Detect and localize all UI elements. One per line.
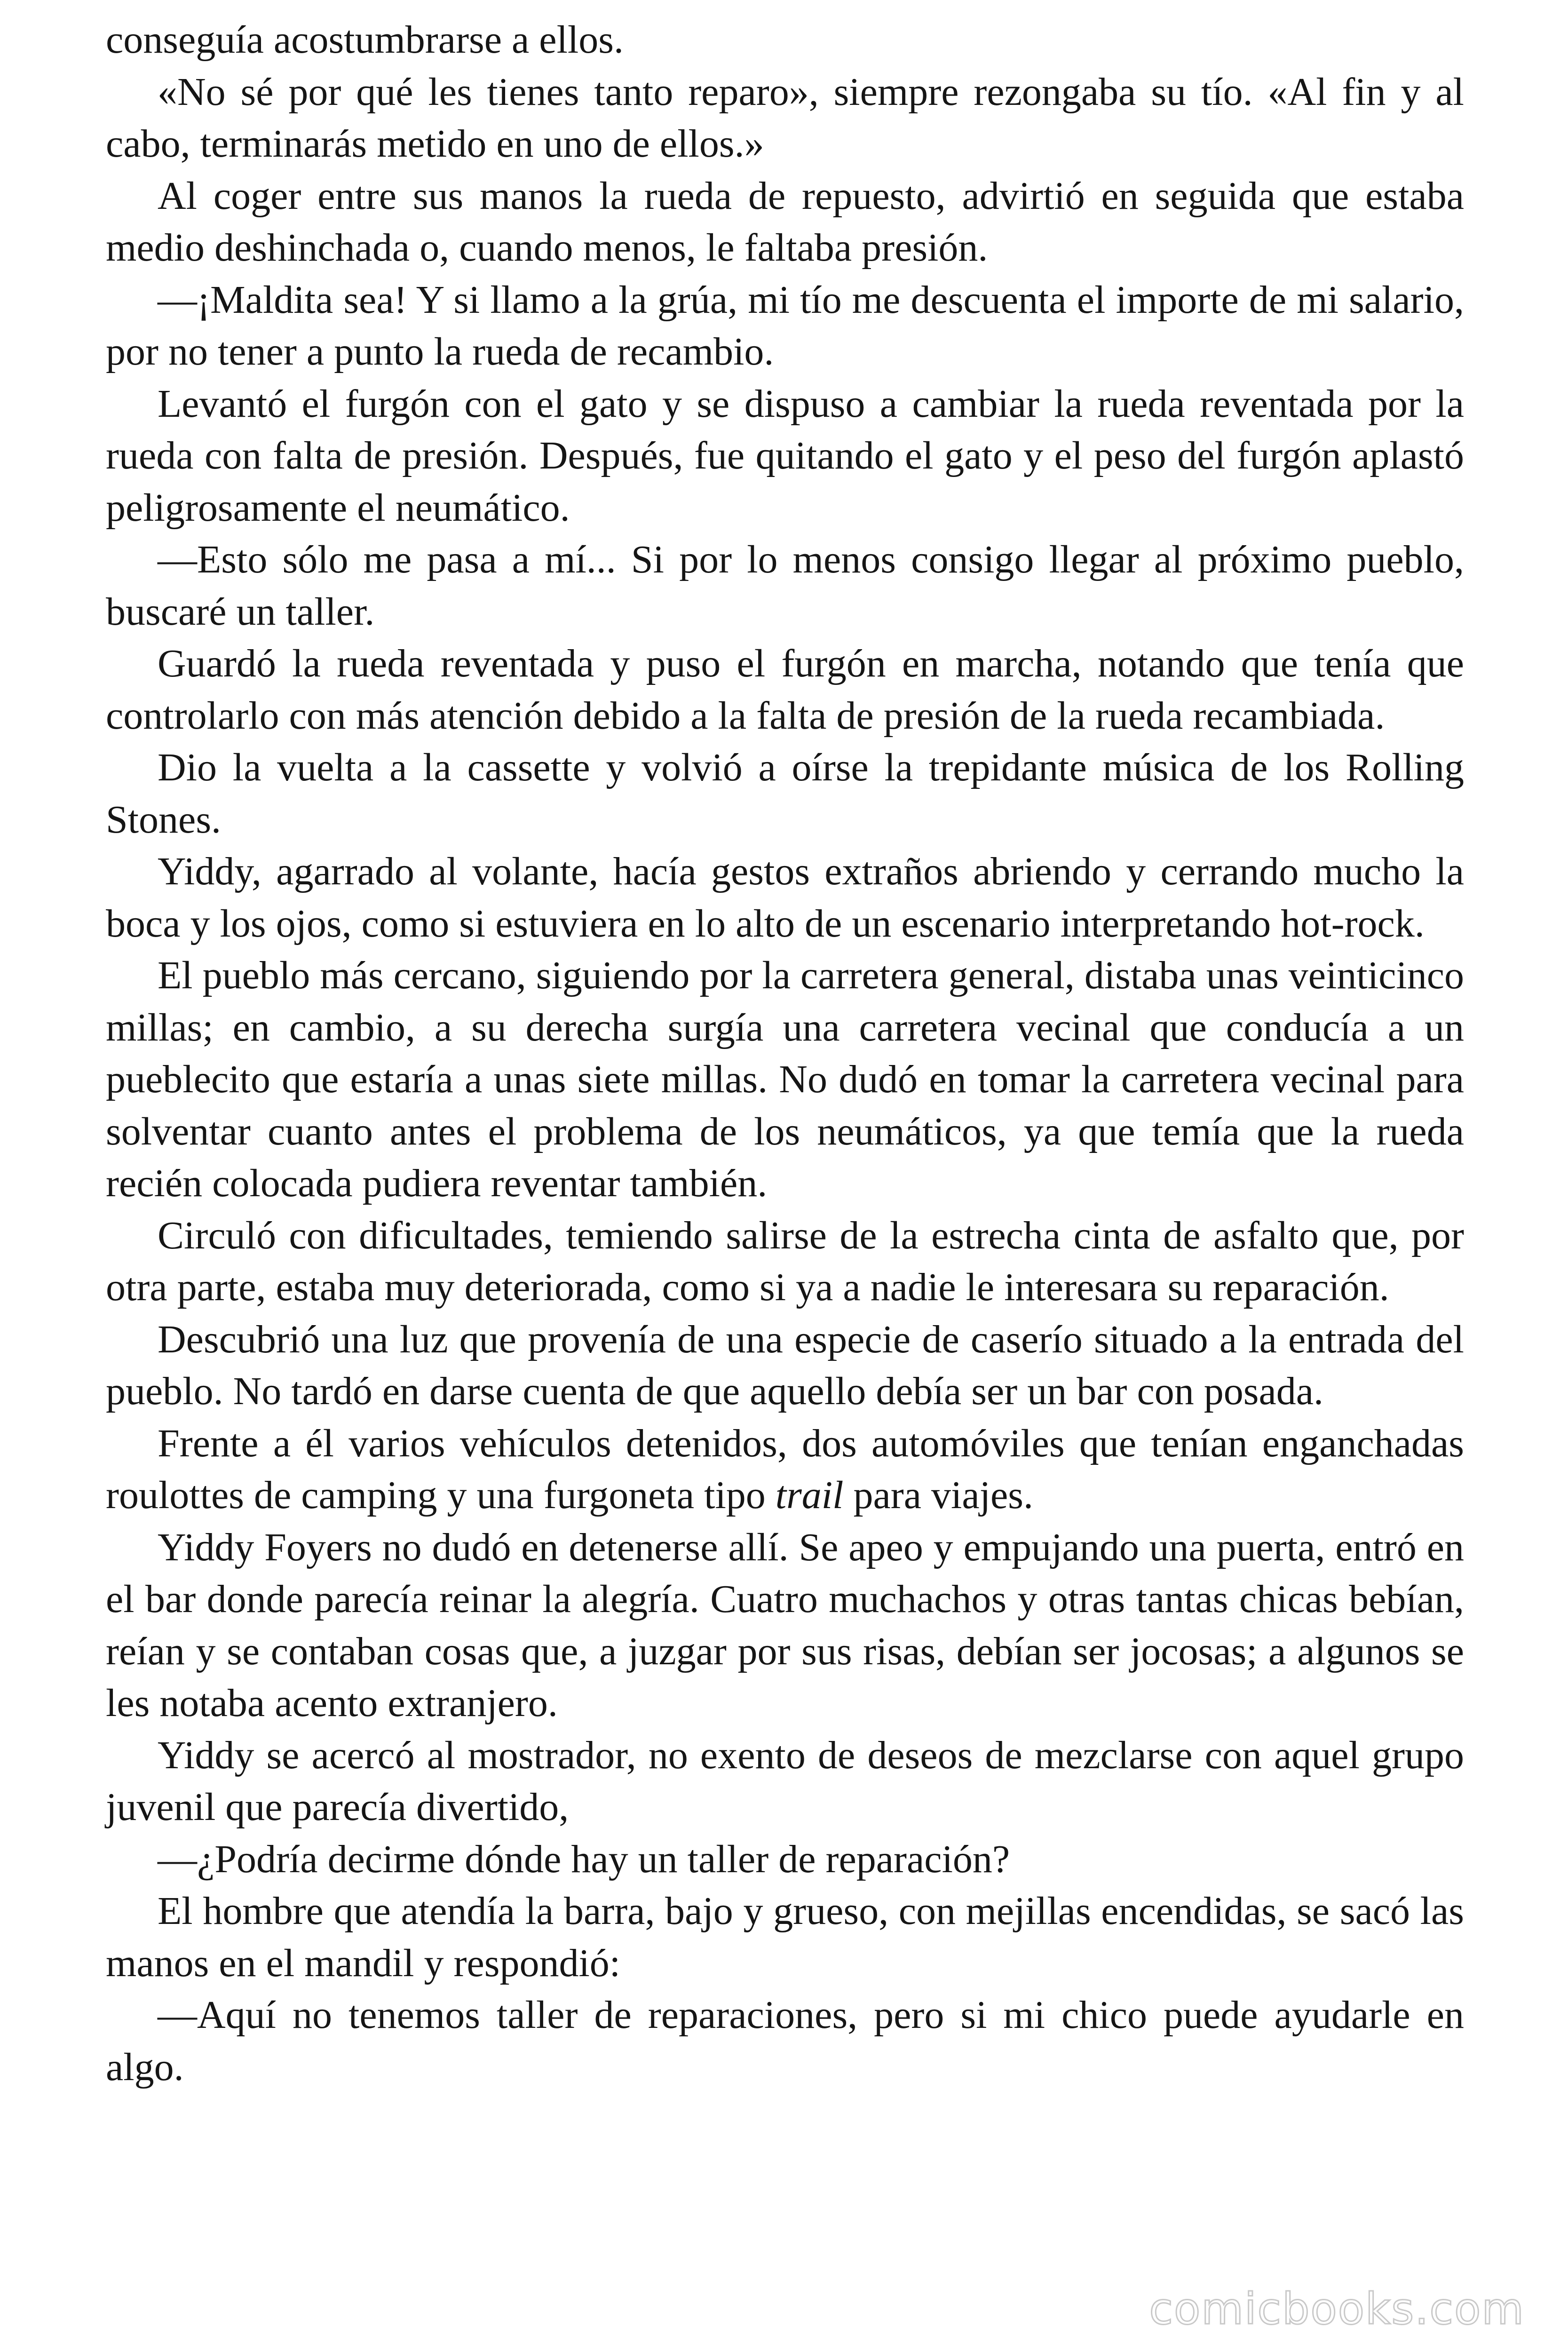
paragraph: Circuló con dificultades, temiendo salirse de la estrecha cinta de asfalto que, por otra parte, estaba muy deteriorada, como si ya a nadie le interesara su reparación.	[106, 1213, 1464, 1309]
paragraph: —¿Podría decirme dónde hay un taller de reparación?	[158, 1837, 1010, 1881]
paragraph: —¡Maldita sea! Y si llamo a la grúa, mi tío me descuenta el importe de mi salario, por no tener a punto la rueda de recambio.	[106, 278, 1464, 373]
paragraph: Yiddy se acercó al mostrador, no exento de deseos de mezclarse con aquel grupo juvenil que parecía divertido,	[106, 1733, 1464, 1829]
paragraph	[106, 1418, 1464, 1522]
paragraph-text: para viajes.	[843, 1473, 1033, 1517]
paragraph: —Esto sólo me pasa a mí... Si por lo menos consigo llegar al próximo pueblo, buscaré un taller.	[106, 538, 1464, 634]
paragraph: El pueblo más cercano, siguiendo por la carretera general, distaba unas veinticinco millas; en cambio, a su derecha surgía una carretera vecinal que conducía a un pueblecito que estaría a unas siete millas. No dudó en tomar la carretera vecinal para solventar cuanto antes el problema de los neumáticos, ya que temía que la rueda recién colocada pudiera reventar también.	[106, 954, 1464, 1205]
emphasized-word: trail	[775, 1473, 844, 1517]
book-page	[106, 14, 1464, 2291]
paragraph: Dio la vuelta a la cassette y volvió a oírse la trepidante música de los Rolling Stones.	[106, 746, 1464, 842]
paragraph: Yiddy Foyers no dudó en detenerse allí. Se apeo y empujando una puerta, entró en el bar donde parecía reinar la alegría. Cuatro muchachos y otras tantas chicas bebían, reían y se contaban cosas que, a juzgar por sus risas, debían ser jocosas; a algunos se les notaba acento extranjero.	[106, 1525, 1464, 1725]
paragraph: conseguía acostumbrarse a ellos.	[106, 18, 624, 62]
paragraph-text: Frente a él varios vehículos detenidos, dos automóviles que tenían enganchadas roulottes de camping y una furgoneta tipo	[106, 1421, 1464, 1517]
paragraph: Levantó el furgón con el gato y se dispuso a cambiar la rueda reventada por la rueda con falta de presión. Después, fue quitando el gato y el peso del furgón aplastó peligrosamente el neumático.	[106, 381, 1464, 530]
paragraph: Descubrió una luz que provenía de una especie de caserío situado a la entrada del pueblo. No tardó en darse cuenta de que aquello debía ser un bar con posada.	[106, 1317, 1464, 1413]
paragraph: Al coger entre sus manos la rueda de repuesto, advirtió en seguida que estaba medio deshinchada o, cuando menos, le faltaba presión.	[106, 174, 1464, 270]
paragraph: El hombre que atendía la barra, bajo y grueso, con mejillas encendidas, se sacó las manos en el mandil y respondió:	[106, 1889, 1464, 1985]
paragraph: «No sé por qué les tienes tanto reparo», siempre rezongaba su tío. «Al fin y al cabo, terminarás metido en uno de ellos.»	[106, 70, 1464, 166]
paragraph: Guardó la rueda reventada y puso el furgón en marcha, notando que tenía que controlarlo con más atención debido a la falta de presión de la rueda recambiada.	[106, 642, 1464, 738]
paragraph: —Aquí no tenemos taller de reparaciones, pero si mi chico puede ayudarle en algo.	[106, 1993, 1464, 2089]
watermark: comicbooks.com	[1149, 2284, 1525, 2334]
paragraph: Yiddy, agarrado al volante, hacía gestos extraños abriendo y cerrando mucho la boca y los ojos, como si estuviera en lo alto de un escenario interpretando hot-rock.	[106, 850, 1464, 946]
